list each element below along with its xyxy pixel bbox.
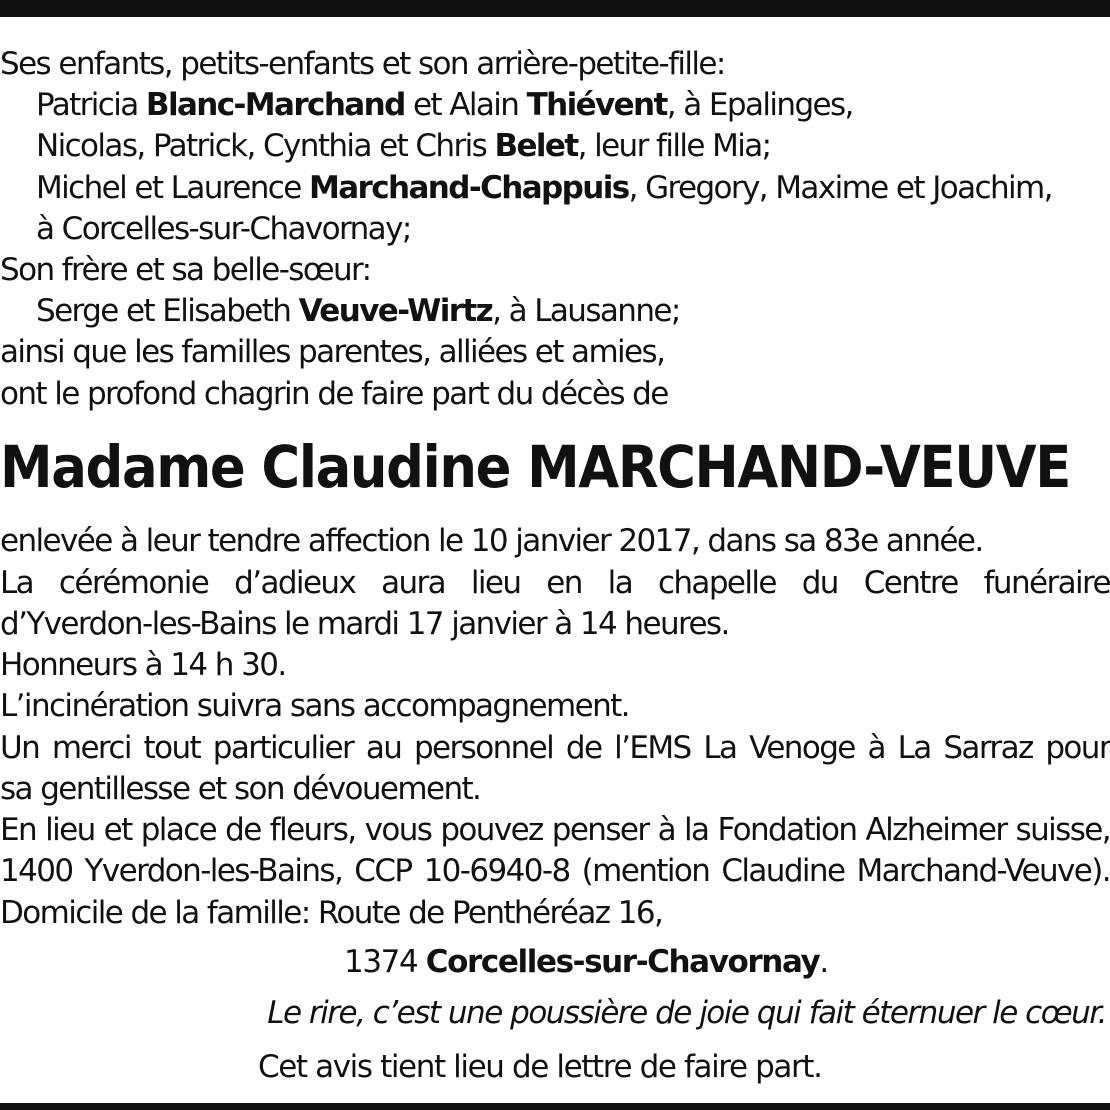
sibling-member — [36, 291, 680, 331]
family-member-1 — [36, 85, 853, 125]
text: , à Epalinges, — [666, 87, 853, 123]
surname: Blanc-Marchand — [145, 87, 405, 123]
families-line: ainsi que les familles parentes, alliées et amies, — [0, 334, 665, 370]
top-rule — [0, 0, 1110, 17]
surname: Thiévent — [526, 87, 667, 123]
body-line-1: enlevée à leur tendre affection le 10 janvier 2017, dans sa 83e année. — [0, 523, 983, 559]
text: . — [819, 944, 828, 980]
surname: Belet — [494, 128, 578, 164]
family-member-3 — [36, 168, 1052, 208]
text: Michel et Laurence — [36, 170, 309, 206]
text: et Alain — [404, 87, 527, 123]
text: Patricia — [36, 87, 146, 123]
body-line-5: L’incinération suivra sans accompagnement. — [0, 688, 629, 724]
domicile-city — [344, 942, 828, 982]
body-line-2: La cérémonie d’adieux aura lieu en la chapelle du Centre funéraire — [0, 565, 1110, 601]
sibling-intro: Son frère et sa belle-sœur: — [0, 252, 371, 288]
body-line-6: Un merci tout particulier au personnel de l’EMS La Venoge à La Sarraz pour — [0, 730, 1110, 766]
surname: Marchand-Chappuis — [308, 170, 629, 206]
text: , leur fille Mia; — [577, 128, 771, 164]
domicile-line: Domicile de la famille: Route de Penthéréaz 16, — [0, 895, 663, 931]
closing-line: Cet avis tient lieu de lettre de faire part. — [258, 1049, 822, 1085]
deceased-name — [0, 432, 1110, 502]
body-line-8: En lieu et place de fleurs, vous pouvez penser à la Fondation Alzheimer suisse, — [0, 812, 1110, 848]
quote: Le rire, c’est une poussière de joie qui fait éternuer le cœur. — [267, 995, 1106, 1031]
text: , Gregory, Maxime et Joachim, — [628, 170, 1052, 206]
text: 1374 — [344, 944, 426, 980]
body-line-7: sa gentillesse et son dévouement. — [0, 771, 481, 807]
body-line-3: d’Yverdon-les-Bains le mardi 17 janvier à 14 heures. — [0, 606, 729, 642]
bottom-rule — [0, 1103, 1110, 1110]
text: Serge et Elisabeth — [36, 293, 299, 329]
text: , à Lausanne; — [492, 293, 680, 329]
surname: Veuve-Wirtz — [298, 293, 493, 329]
deceased-name-text: Madame Claudine MARCHAND-VEUVE — [0, 433, 1071, 501]
family-member-3-location: à Corcelles-sur-Chavornay; — [36, 211, 411, 247]
family-intro: Ses enfants, petits-enfants et son arrière-petite-fille: — [0, 46, 725, 82]
body-line-9: 1400 Yverdon-les-Bains, CCP 10-6940-8 (mention Claudine Marchand-Veuve). — [0, 853, 1110, 889]
city-name: Corcelles-sur-Chavornay — [425, 944, 820, 980]
family-member-2 — [36, 126, 770, 166]
announcement-line: ont le profond chagrin de faire part du décès de — [0, 376, 668, 412]
text: Nicolas, Patrick, Cynthia et Chris — [36, 128, 495, 164]
body-line-4: Honneurs à 14 h 30. — [0, 647, 286, 683]
